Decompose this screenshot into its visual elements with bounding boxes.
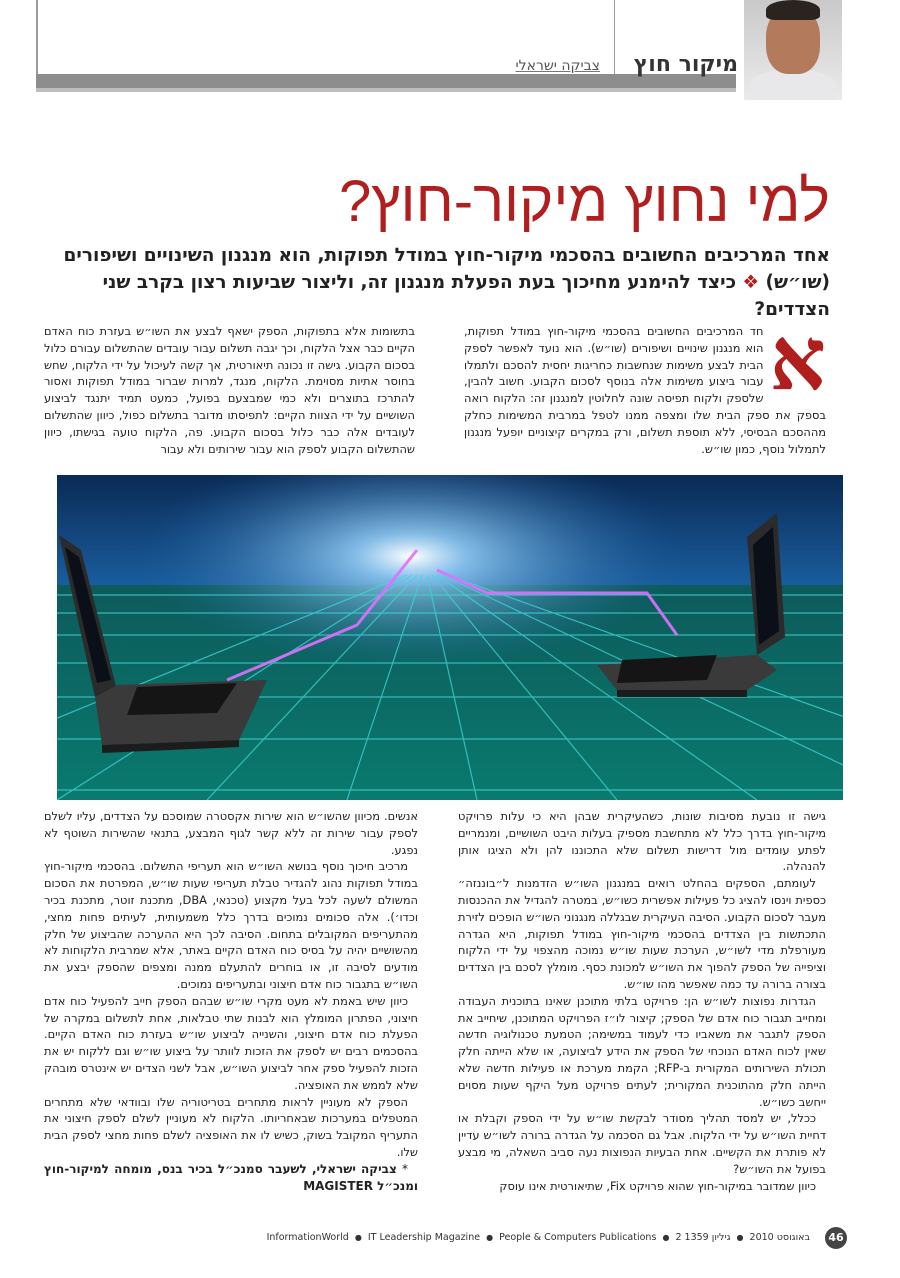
column-title: מיקור חוץ xyxy=(633,52,738,77)
body-column-left xyxy=(44,808,418,1194)
body-column-right xyxy=(458,808,826,1194)
footer-issue: גיליון 1359 xyxy=(684,1232,731,1243)
footer-date: 2 באוגוסט 2010 xyxy=(675,1232,810,1243)
article-subtitle xyxy=(40,242,830,323)
intro-column-left xyxy=(44,323,415,457)
footer-magazine: IT Leadership Magazine xyxy=(367,1232,481,1243)
header-bar-shadow xyxy=(36,88,736,92)
body-paragraph: כיוון שיש באמת לא מעט מקרי שו״ש שבהם הספק חייב להפעיל כוח אדם חיצוני, הפתרון המומלץ הוא לבנות שתי טבלאות, אחת לתשלום במקרה של הפעלת כוח אדם חיצוני, והשנייה לביצוע שו״ש בעזרת כוח האדם הקיים. בהסכמים רבים יש לספק את הזכות לוותר על ביצוע שו״ש וגם ללקוח יש את הזכות להפעיל ספק אחר לביצוע השו״ש, אבל לשני הצדים יש אינטרס מובהק שלא לממש את האופציה. xyxy=(44,993,418,1092)
footer-publisher: People & Computers Publications xyxy=(499,1232,657,1243)
body-paragraph: לעומתם, הספקים בהחלט רואים במנגנון השו״ש הזדמנות ל״בוננזה״ כספית וינסו להציג כל פעילות אפשרית כשו״ש, במטרה להגדיל את ההכנסות מעבר לסכום הקבוע. הסיבה העיקרית שבגללה מנגנוני השו״ש הופכים לזירת התכתשות בין הצדדים בהסכמי מיקור-חוץ במודל תפוקות, היא הגדרה מעורפלת מדי לשו״ש, הערכת שעות שו״ש נמוכה מהצפוי על ידי הלקוח וציפייה של הספק להפוך את השו״ש למכונת כסף. מומלץ לסכם בין הצדדים בצורה ברורה עד כמה שאפשר מהו שו״ש. xyxy=(458,876,826,991)
subtitle-part-1: אחד המרכיבים החשובים בהסכמי מיקור-חוץ במודל תפוקות, הוא מנגנון השינויים ושיפורים (שו״ש) xyxy=(63,245,830,293)
footer-brand: InformationWorld xyxy=(266,1232,349,1243)
body-paragraph: הספק לא מעוניין לראות מתחרים בטריטוריה שלו ובוודאי שלא מתחרים המטפלים במערכות שבאחריותו. הלקוח לא מעוניין לשלם לספק חיצוני את התעריף המקובל בשוק, כשיש לו את האופציה לשלם פחות מחצי לספק הבית שלו. xyxy=(44,1094,418,1159)
intro-paragraph: חד המרכיבים החשובים בהסכמי מיקור-חוץ במודל תפוקות, הוא מנגנון שינויים ושיפורים (שו״ש). הוא נועד לאפשר לספק הבית לבצע משימות שנחשבות כחריגות יחסית להסכם ולתמלו עבור ביצוע משימות אלה בנוסף לסכום הקבוע. חשוב להבין, שלספק ולקוח תפיסה שונה לחלוטין למנגנון זה: הלקוח רואה בספק את ספק הבית שלו ומצפה ממנו לטפל במרבית המשימות כחלק מההסכם הבסיסי, ללא תוספת תשלום, ורק במקרים קיצוניים יופעל מנגנון לתמלול נוסף, כמון שו״ש. xyxy=(464,324,826,456)
author-signature xyxy=(44,1161,418,1195)
page-number: 46 xyxy=(825,1227,847,1249)
article-title: למי נחוץ מיקור-חוץ? xyxy=(339,169,830,234)
intro-column-right xyxy=(464,312,826,457)
body-paragraph: ככלל, יש למסד תהליך מסודר לבקשת שו״ש על ידי הספק וקבלת או דחיית השו״ש על ידי הלקוח. אבל גם הסכמה על הגדרה ברורה לשו״ש עדיין לא פותרת את הקשיים. אחת הבעיות הנפוצות נעה סביב השאלה, מי מבצע בפועל את השו״ש? xyxy=(458,1111,826,1176)
header-divider xyxy=(614,0,615,76)
laptops-network-illustration xyxy=(57,475,843,800)
signature-star: * xyxy=(402,1161,408,1176)
author-name: צביקה ישראלי xyxy=(515,58,600,74)
diamond-icon: ❖ xyxy=(742,272,760,293)
subtitle-part-2: כיצד להימנע מחיכוך בעת הפעלת מנגנון זה, וליצור שביעות רצון בקרב שני הצדדים? xyxy=(102,272,830,320)
signature-text: צביקה ישראלי, לשעבר סמנכ״ל בכיר בנס, מומחה למיקור-חוץ ומנכ״ל MAGISTER xyxy=(44,1161,418,1193)
page-footer: InformationWorld ● IT Leadership Magazine ● People & Computers Publications ● 2 באוגוסט 2010 ● גיליון 1359 xyxy=(266,1232,810,1243)
body-paragraph: מרכיב חיכוך נוסף בנושא השו״ש הוא תעריפי התשלום. בהסכמי מיקור-חוץ במודל תפוקות נהוג להגדיר טבלת תעריפי שעות שו״ש, המפרטת את הסכום המשולם לשעה לכל בעל מקצוע (טכנאי, DBA, מתכנת זוטר, מתכנת בכיר וכדו׳). אלה סכומים נמוכים בדרך כלל משמעותית, לעיתים פחות מחצי, מהתעריפים המקובלים בתחום. הסיבה לכך היא ההערכה שהביצוע של חלק מהשושיים יהיה על בסיס כוח האדם הקיים באתר, אלא שמרבית הלקוחות לא מודעים לסיבה זו, או בוחרים להתעלם ממנה ומצפים שהספק יבצע את השו״ש בתגבור כוח אדם חיצוני ובתעריפים נמוכים. xyxy=(44,859,418,991)
drop-cap: א xyxy=(769,312,826,409)
body-paragraph: אנשים. מכיוון שהשו״ש הוא שירות אקסטרה שמוסכם על הצדדים, עליו לשלם לספק עבור שירות זה ללא קשר לגוף המבצע, בתנאי שהשירות השוטף לא נפגע. xyxy=(44,809,418,857)
body-paragraph: הגדרות נפוצות לשו״ש הן: פרויקט בלתי מתוכנן שאינו בתוכנית העבודה ומחייב תגבור כוח אדם של הספק; קיצור לו״ז הפרויקט המתוכנן, שיחייב את הספק לתגבר את משאביו כדי לעמוד במשימה; הטמעת טכנולוגיה חדשה שאין לכוח האדם הנוכחי של הספק את הידע לביצועה, או שלא הייתה חלק תכולת השירותים המקורית ב-RFP; הקמת מערכת או פעילות חדשה שלא הייתה חלק מהתוכנית המקורית; לעתים פרויקט מעל היקף שעות מסוים ייחשב כשו״ש. xyxy=(458,993,826,1109)
author-photo xyxy=(744,0,842,100)
intro-continuation-paragraph: בתשומות אלא בתפוקות, הספק ישאף לבצע את השו״ש בעזרת כוח האדם הקיים כבר אצל הלקוח, וכך יגבה תשלום עבור עובדים שהתשלום עבורם כלול בסכום הקבוע. גישה זו נכונה תיאורטית, אך קשה לעיכול על ידי הלקוח, שחש בחוסר אתיות מסוימת. הלקוח, מנגד, למרות שברור במודל תפוקות ואסור להתרכז בתוצרים ולא כמי שמבצעם בפועל, כמעט תמיד יתנגד לביצוע השושיים על ידי הצוות הקיים: לתפיסתו מדובר בתשלום כפול, כיוון שהתשלום לעובדים אלה כבר כלול בסכום הקבוע. פה, הלקוח טועה בגישתו, כיוון שהתשלום הקבוע לספק הוא עבור שירותים ולא עבור xyxy=(44,324,415,456)
body-paragraph: כיוון שמדובר במיקור-חוץ שהוא פרויקט Fix, שתיאורטית אינו עוסק xyxy=(499,1178,816,1193)
body-paragraph: גישה זו נובעת מסיבות שונות, כשהעיקרית שבהן היא כי עלות פרויקט מיקור-חוץ בדרך כלל לא מתחשבת מספיק בעלות היבט השושיים, ומנמריים לפתע עומדים מול דרישות תשלום שלא התכוננו להן ולא הציגו אותן להנהלה. xyxy=(458,809,826,874)
